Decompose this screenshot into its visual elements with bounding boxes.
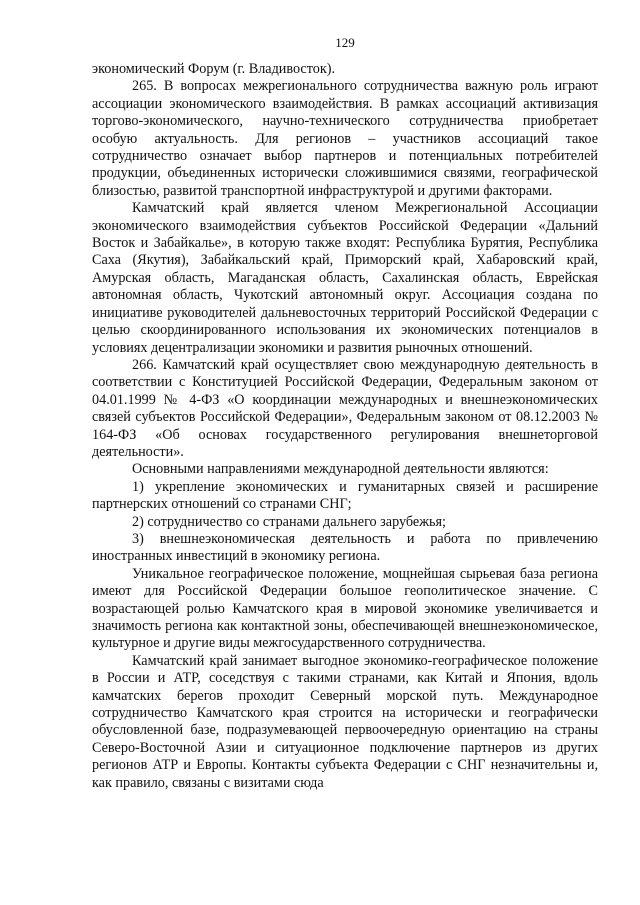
paragraph-geographic-position: Уникальное географическое положение, мощнейшая сырьевая база региона имеют для Российской Федерации большое геополитическое значение. С возрастающей ролью Камчатского края в мировой экономике увеличивается и значимость региона как контактной зоны, обеспечивающей внешнеэкономическое, культурное и другие виды межгосударственного сотрудничества. — [92, 565, 598, 652]
paragraph-association: Камчатский край является членом Межрегиональной Ассоциации экономического взаимодействия субъектов Российской Федерации «Дальний Восток и Забайкалье», в которую также входят: Республика Бурятия, Республика Саха (Якутия), Забайкальский край, Приморский край, Хабаровский край, Амурская область, Магаданская область, Сахалинская область, Еврейская автономная область, Чукотский автономный округ. Ассоциация создана по инициативе руководителей дальневосточных территорий Российской Федерации с целью скоординированного использования их экономических потенциалов в условиях децентрализации экономики и развития рыночных отношений. — [92, 200, 598, 356]
list-item-3: 3) внешнеэкономическая деятельность и работа по привлечению иностранных инвестиций в экономику региона. — [92, 530, 598, 565]
paragraph-continuation: экономический Форум (г. Владивосток). — [92, 61, 335, 77]
document-page — [92, 34, 598, 792]
paragraph-main-directions: Основными направлениями международной деятельности являются: — [132, 461, 549, 478]
page-number: 129 — [335, 35, 355, 50]
paragraph-266: 266. Камчатский край осуществляет свою международную деятельность в соответствии с Конституцией Российской Федерации, Федеральным законом от 04.01.1999 № 4-ФЗ «О координации международных и внешнеэкономических связей субъектов Российской Федерации», Федеральным законом от 08.12.2003 № 164-ФЗ «Об основах государственного регулирования внешнеторговой деятельности». — [92, 356, 598, 460]
paragraph-economic-position: Камчатский край занимает выгодное экономико-географическое положение в России и АТР, соседствуя с такими странами, как Китай и Япония, вдоль камчатских берегов проходит Северный морской путь. Международное сотрудничество Камчатского края строится на исторически и географически обусловленной базе, подразумевающей первоочередную ориентацию на страны Северо-Восточной Азии и ситуационное подключение партнеров из других регионов АТР и Европы. Контакты субъекта Федерации с СНГ незначительны и, как правило, связаны с визитами сюда — [92, 652, 598, 791]
list-item-1: 1) укрепление экономических и гуманитарных связей и расширение партнерских отношений со странами СНГ; — [92, 478, 598, 513]
paragraph-265: 265. В вопросах межрегионального сотрудничества важную роль играют ассоциации экономического взаимодействия. В рамках ассоциаций активизация торгово-экономического, научно-технического сотрудничества приобретает особую актуальность. Для регионов – участников ассоциаций такое сотрудничество означает выбор партнеров и потенциальных потребителей продукции, объединенных исторически сложившимися связями, географической близостью, развитой транспортной инфраструктурой и другими факторами. — [92, 78, 598, 199]
list-item-2: 2) сотрудничество со странами дальнего зарубежья; — [132, 513, 446, 530]
